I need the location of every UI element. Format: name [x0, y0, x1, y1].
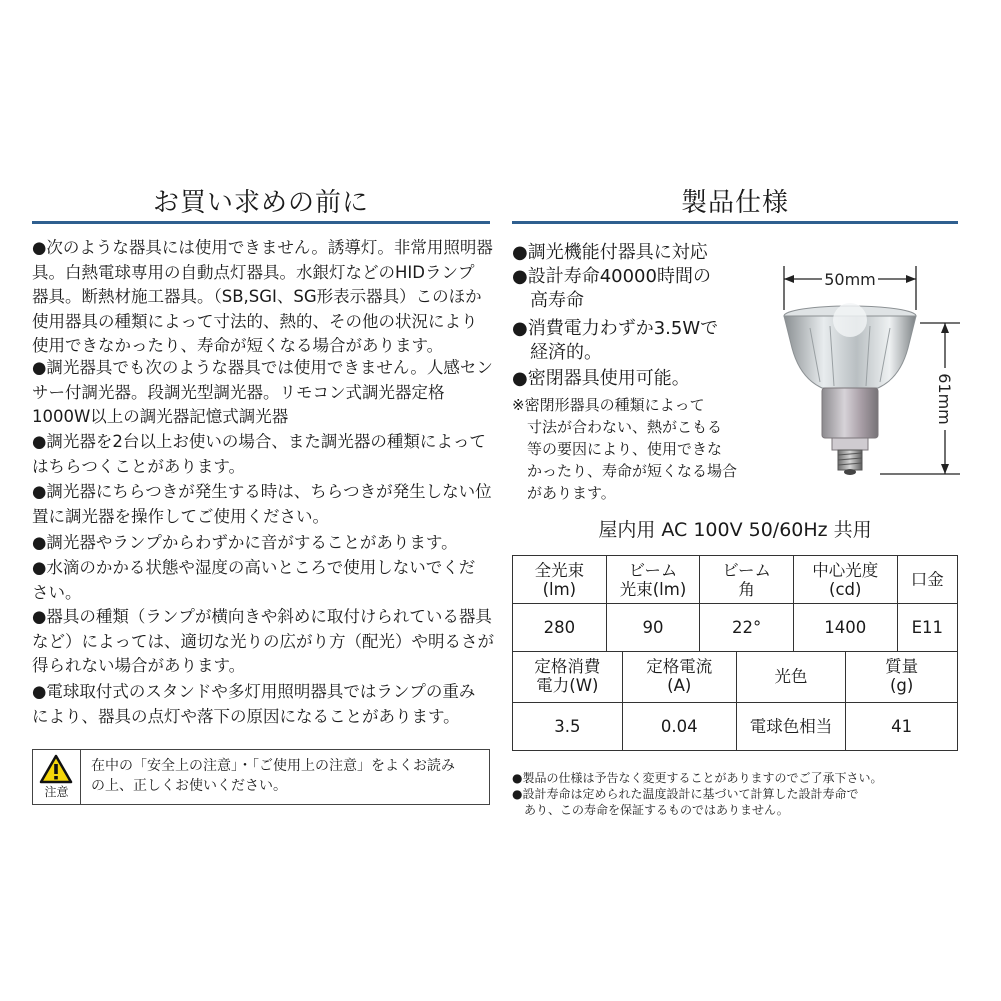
table-header-cell — [793, 556, 897, 604]
table-header-text: 定格消費 — [534, 657, 601, 677]
caution-item-line: 器具。断熱材施工器具。（SB,SGI、SG形表示器具）このほか — [32, 287, 482, 306]
width-dim-arrow-right — [906, 275, 916, 283]
caution-item-line: ●電球取付式のスタンドや多灯用照明器具ではランプの重み — [32, 682, 476, 701]
caution-item-line: ●器具の種類（ランプが横向きや斜めに取付けられている器具 — [32, 607, 492, 626]
bulb-tip — [844, 469, 856, 475]
spec-note-line: があります。 — [512, 484, 616, 502]
spec-life: ●設計寿命40000時間の — [512, 266, 711, 287]
spec-note-line: 等の要因により、使用できな — [512, 440, 723, 458]
spec-table-2 — [512, 651, 958, 751]
caution-item-line: 使用器具の種類によって寸法的、熱的、その他の状況により — [32, 311, 478, 331]
table-cell: 1400 — [793, 604, 897, 652]
bulb-base — [822, 388, 878, 438]
table-cell: 0.04 — [622, 702, 736, 750]
caution-item — [32, 480, 490, 529]
caution-item-line: ●調光器を2台以上お使いの場合、また調光器の種類によって — [32, 432, 486, 451]
table-header-text: 全光束 — [534, 560, 585, 580]
height-dim-arrow-bottom — [941, 464, 949, 474]
caution-item-line: サー付調光器。段調光型調光器。リモコン式調光器定格 — [32, 382, 445, 402]
caution-text — [91, 756, 455, 796]
table-header-text: 角 — [738, 579, 755, 599]
table-row — [513, 651, 958, 702]
table-header-text: 定格電流 — [646, 657, 713, 677]
caution-box — [32, 749, 490, 805]
right-heading: 製品仕様 — [680, 188, 789, 218]
height-dim-label: 61mm — [935, 373, 954, 425]
bulb-collar — [832, 438, 868, 450]
caution-item-line: はちらつくことがあります。 — [32, 456, 246, 476]
table-header-text: 光色 — [774, 666, 808, 686]
bulb-diagram — [770, 250, 970, 490]
spec-note-line: ※密閉形器具の種類によって — [512, 396, 705, 414]
table-cell: 41 — [846, 702, 958, 750]
caution-item — [32, 531, 490, 556]
table-cell: 3.5 — [513, 702, 623, 750]
caution-item-line: 得られない場合があります。 — [32, 656, 246, 675]
caution-item-line: など）によっては、適切な光りの広がり方（配光）や明るさが — [32, 631, 494, 651]
caution-icon-box — [33, 750, 81, 804]
width-dim-arrow-left — [784, 275, 794, 283]
table-header-text: (lm) — [542, 579, 577, 599]
table-header-text: 中心光度 — [812, 560, 879, 580]
caution-item-line: ●調光器やランプからわずかに音がすることがあります。 — [32, 533, 458, 552]
table-header-cell — [846, 651, 958, 702]
caution-item-line: 使用できなかったり、寿命が短くなる場合があります。 — [32, 336, 444, 355]
caution-item — [32, 430, 490, 479]
table-header-text: (g) — [889, 676, 914, 696]
caution-text-line: の上、正しくお使いください。 — [91, 778, 287, 794]
caution-item — [32, 680, 490, 729]
caution-item-line: 具。白熱電球専用の自動点灯器具。水銀灯などのHIDランプ — [32, 262, 475, 282]
table-header-text: (cd) — [829, 579, 862, 599]
table-cell: 90 — [606, 604, 700, 652]
table-row — [513, 702, 958, 750]
table-header-cell — [606, 556, 700, 604]
table-header-text: 光束(lm) — [619, 579, 687, 599]
table-header-cell — [513, 651, 623, 702]
height-dim-arrow-top — [941, 323, 949, 333]
table-header-cell — [513, 556, 607, 604]
left-heading: お買い求めの前に — [152, 188, 369, 218]
caution-text-line: 在中の「安全上の注意」・「ご使用上の注意」をよくお読み — [91, 758, 455, 774]
caution-item — [32, 605, 494, 679]
footnote-line: ●製品の仕様は予告なく変更することがありますのでご了承下さい。 — [512, 771, 883, 785]
caution-item-line: 1000W以上の調光器記憶式調光器 — [32, 407, 289, 426]
table-header-text: 口金 — [910, 570, 944, 589]
caution-item-line: 置に調光器を操作してご使用ください。 — [32, 506, 329, 526]
caution-item — [32, 556, 490, 605]
table-cell: 電球色相当 — [736, 702, 846, 750]
width-dim-label: 50mm — [824, 270, 876, 289]
table-row — [513, 556, 958, 604]
spec-table-1 — [512, 555, 958, 652]
table-row — [513, 604, 958, 652]
spec-dimming: ●調光機能付器具に対応 — [512, 242, 708, 263]
table-header-cell — [897, 556, 957, 604]
spec-power-cont: 経済的。 — [512, 342, 602, 363]
table-header-text: ビーム — [722, 560, 772, 580]
table-header-text: ビーム — [628, 560, 678, 580]
warning-icon — [39, 754, 73, 784]
caution-item — [32, 356, 493, 430]
caution-item-line: ●次のような器具には使用できません。誘導灯。非常用照明器 — [32, 238, 493, 257]
spec-sealed: ●密閉器具使用可能。 — [512, 368, 690, 389]
spec-life-cont: 高寿命 — [512, 290, 584, 311]
caution-item-line: により、器具の点灯や落下の原因になることがあります。 — [32, 706, 460, 726]
table-header-text: 質量 — [885, 657, 919, 677]
table-header-cell — [736, 651, 846, 702]
caution-item-line: さい。 — [32, 582, 82, 602]
voltage-label: 屋内用 AC 100V 50/60Hz 共用 — [598, 519, 872, 541]
right-heading-rule — [512, 221, 958, 224]
footnote-line: あり、この寿命を保証するものではありません。 — [512, 803, 789, 817]
table-cell: E11 — [897, 604, 957, 652]
table-header-cell — [622, 651, 736, 702]
spec-note-line: 寸法が合わない、熱がこもる — [512, 418, 723, 436]
spec-power: ●消費電力わずか3.5Wで — [512, 318, 719, 339]
caution-label: 注意 — [44, 785, 69, 799]
table-header-text: 電力(W) — [536, 676, 599, 696]
caution-item-line: ●調光器具でも次のような器具では使用できません。人感セン — [32, 358, 493, 377]
caution-item — [32, 236, 493, 359]
table-cell: 280 — [513, 604, 607, 652]
caution-item-line: ●調光器にちらつきが発生する時は、ちらつきが発生しない位 — [32, 482, 492, 501]
spec-note-line: かったり、寿命が短くなる場合 — [512, 462, 738, 480]
caution-item-line: ●水滴のかかる状態や湿度の高いところで使用しないでくだ — [32, 558, 476, 577]
table-header-text: (A) — [667, 676, 692, 696]
left-heading-rule — [32, 221, 490, 224]
table-cell: 22° — [700, 604, 794, 652]
table-header-cell — [700, 556, 794, 604]
footnote-line: ●設計寿命は定められた温度設計に基づいて計算した設計寿命で — [512, 787, 859, 801]
bulb-lens — [833, 303, 867, 337]
